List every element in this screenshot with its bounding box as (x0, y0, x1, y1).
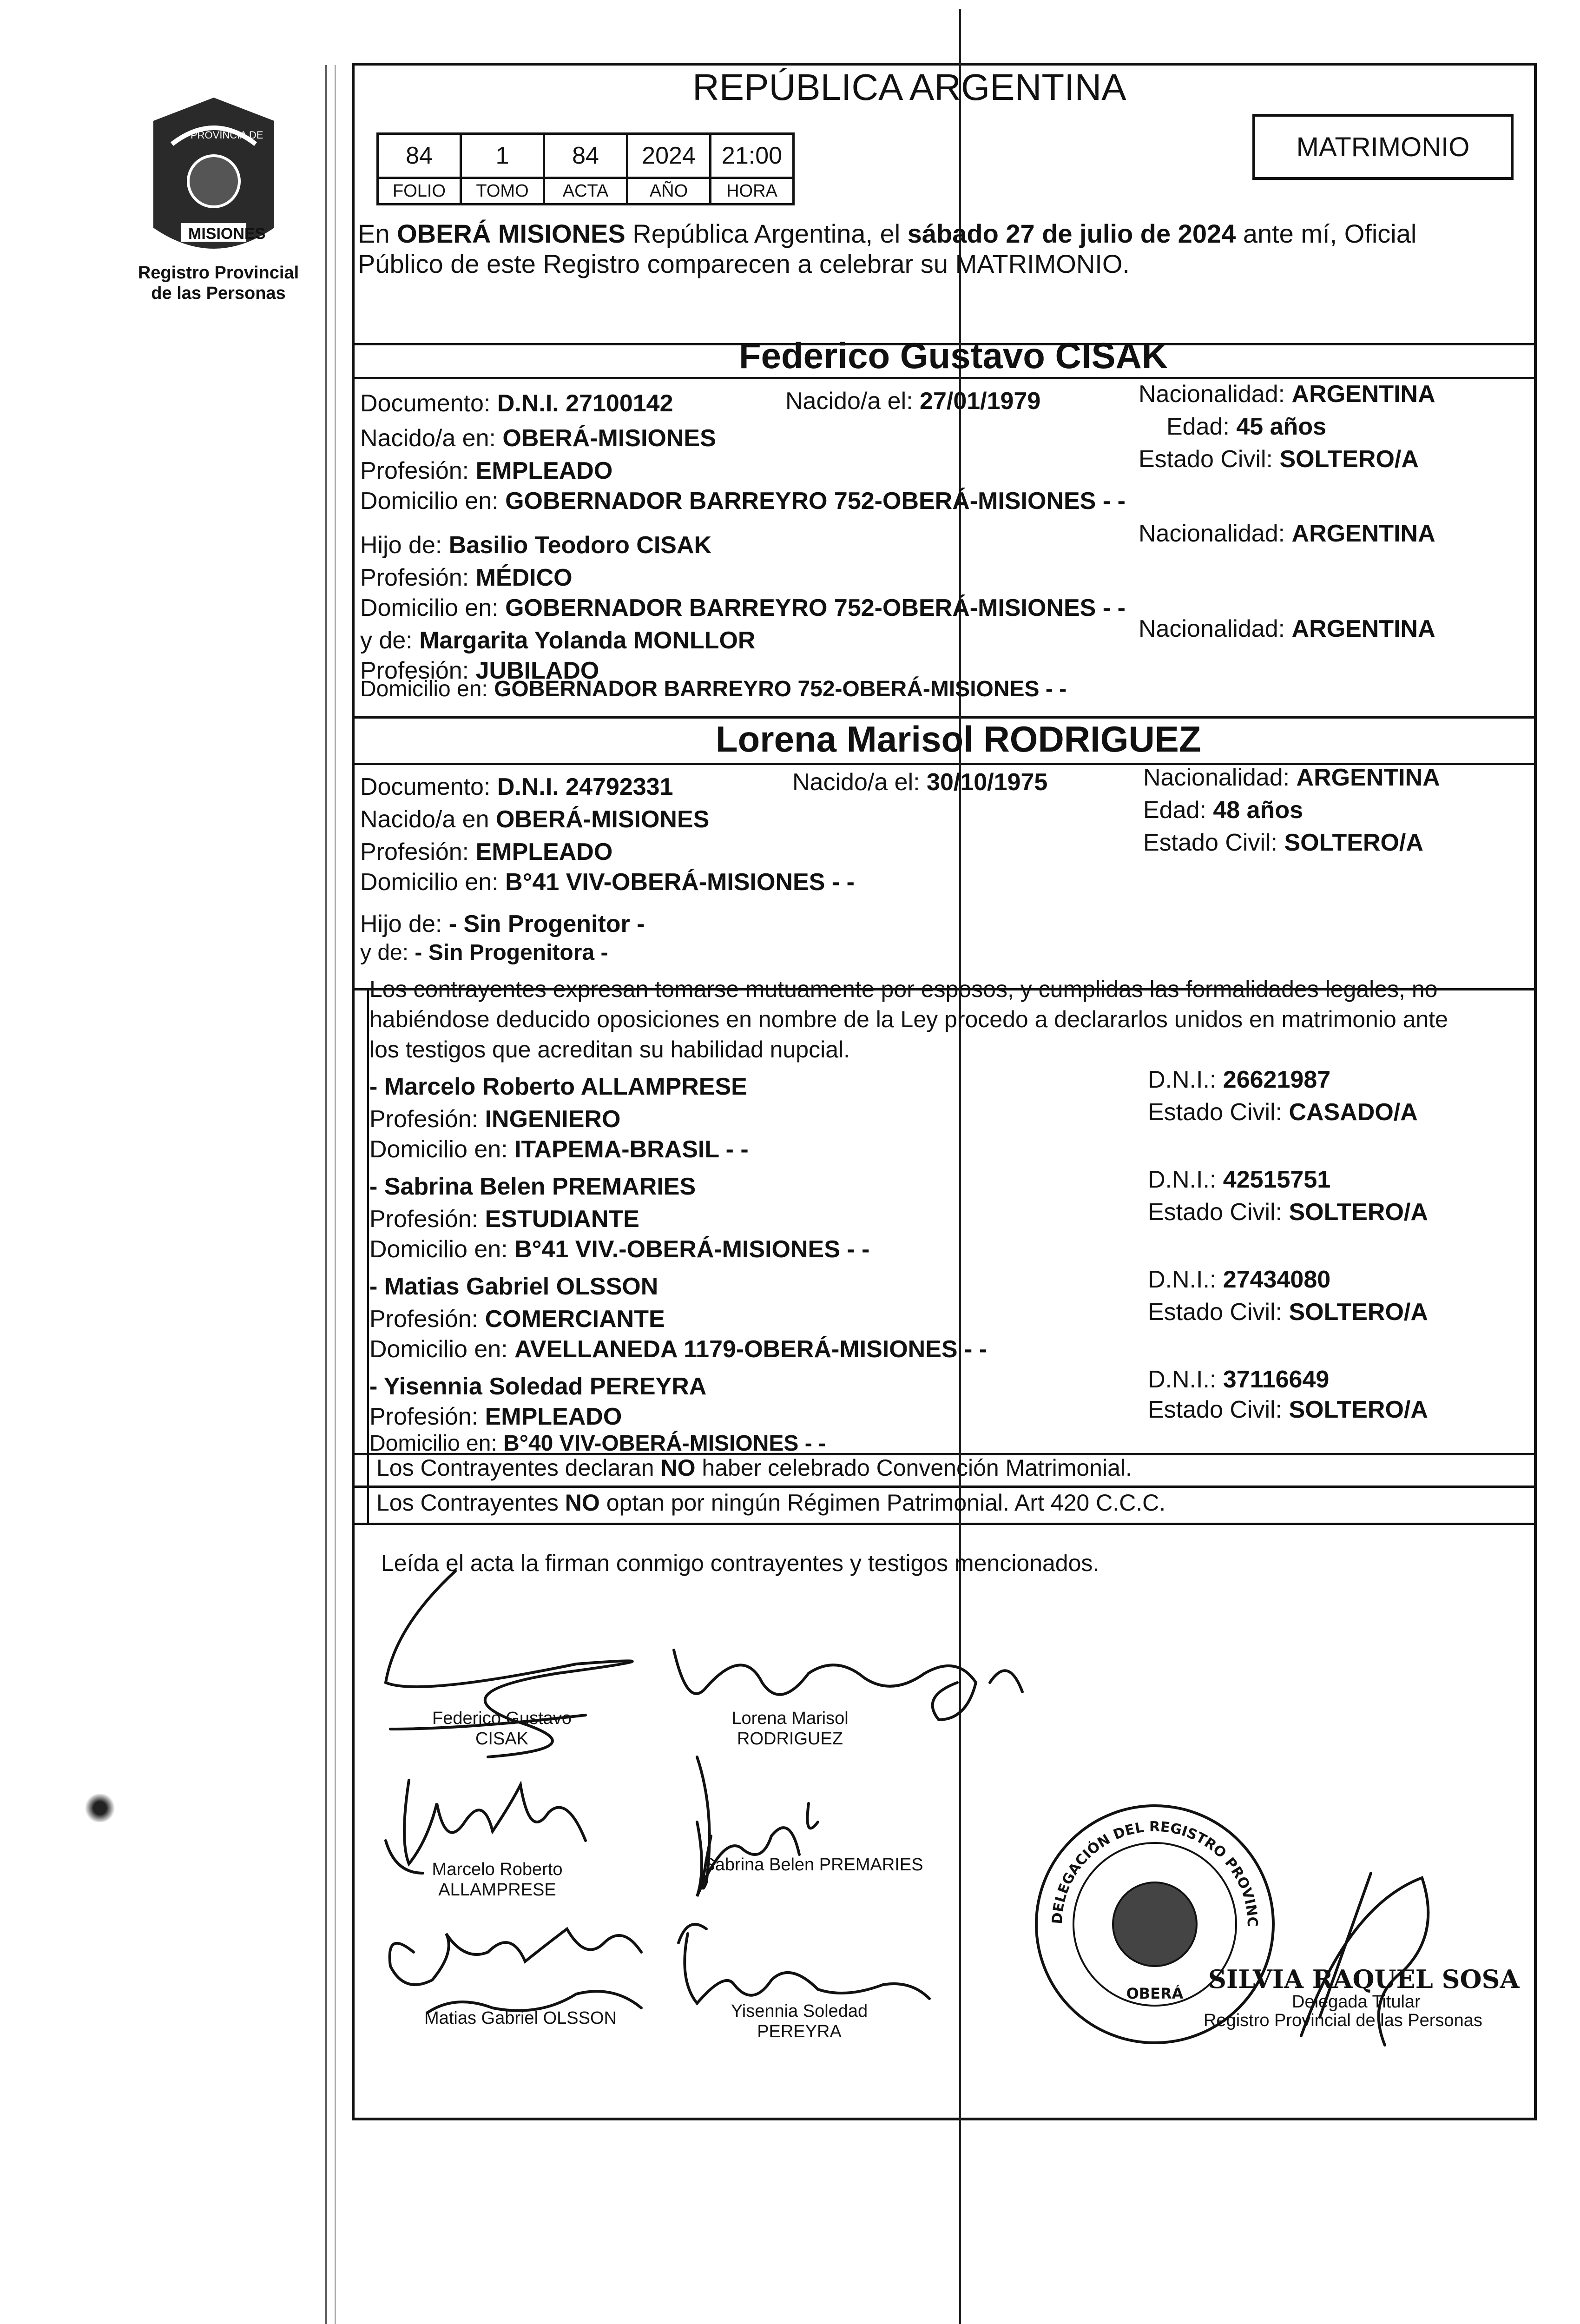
witness-4-civil-label: Estado Civil: (1148, 1396, 1289, 1423)
witness-3-name: - Matias Gabriel OLSSON (369, 1273, 658, 1300)
witness-2-address (369, 1234, 869, 1265)
groom-address (360, 486, 1126, 516)
bride-birthplace-label: Nacido/a en (360, 806, 496, 833)
witness-1-dom-label: Domicilio en: (369, 1136, 515, 1163)
groom-age-value: 45 años (1236, 413, 1326, 440)
witness-2-dom-label: Domicilio en: (369, 1236, 515, 1263)
declaration-line-1: Los contrayentes expresan tomarse mutuamente por esposos, y cumplidas las formalidades legales, no (369, 976, 1438, 1002)
witness-4-prof (369, 1401, 622, 1432)
groom-mother-nat-label: Nacionalidad: (1139, 615, 1292, 642)
witness-1-dom-value: ITAPEMA-BRASIL - - (514, 1136, 749, 1163)
groom-father-prof (360, 562, 573, 593)
groom-mother-value: Margarita Yolanda MONLLOR (419, 627, 756, 654)
divider-convention-end (355, 1523, 1534, 1525)
witness-4-prof-label: Profesión: (369, 1403, 485, 1430)
bride-mother-label: y de: (360, 940, 415, 965)
signature-witness-2: Sabrina Belen PREMARIES (703, 1855, 923, 1875)
groom-prof-value: EMPLEADO (475, 457, 613, 484)
groom-birthplace (360, 423, 716, 454)
groom-father-dom-label: Domicilio en: (360, 594, 506, 621)
witness-4-dom-label: Domicilio en: (369, 1431, 504, 1456)
bride-civil (1143, 827, 1423, 858)
witness-2-civil-label: Estado Civil: (1148, 1199, 1289, 1226)
tomo-label: TOMO (461, 178, 544, 205)
inner-left-rule (367, 988, 369, 1523)
groom-born (785, 386, 1040, 416)
acta-value: 84 (544, 134, 627, 178)
bride-born (792, 767, 1047, 798)
declaration-line-3: los testigos que acreditan su habilidad nupcial. (369, 1037, 850, 1063)
witness-3-dni (1148, 1264, 1330, 1295)
witness-2-dom-value: B°41 VIV.-OBERÁ-MISIONES - - (514, 1236, 870, 1263)
groom-mother-label: y de: (360, 627, 420, 654)
acta-label: ACTA (544, 178, 627, 205)
witness-3-dom-value: AVELLANEDA 1179-OBERÁ-MISIONES - - (514, 1336, 988, 1363)
witness-1-civil-label: Estado Civil: (1148, 1099, 1289, 1126)
witness-3-dni-value: 27434080 (1223, 1266, 1331, 1293)
record-values-row (378, 134, 794, 178)
groom-dom-value: GOBERNADOR BARREYRO 752-OBERÁ-MISIONES - - (505, 488, 1126, 515)
witness-2-dni (1148, 1164, 1330, 1195)
convention-l2-bold: NO (565, 1490, 600, 1516)
convention-line-2 (376, 1490, 1165, 1516)
witness-2-dni-label: D.N.I.: (1148, 1166, 1223, 1193)
witness-3-civil-value: SOLTERO/A (1289, 1299, 1428, 1326)
registry-caption-line1: Registro Provincial (138, 263, 299, 283)
tomo-value: 1 (461, 134, 544, 178)
hora-value: 21:00 (711, 134, 794, 178)
bride-civil-label: Estado Civil: (1143, 829, 1284, 856)
signature-witness-1 (414, 1859, 581, 1900)
bride-dom-value: B°41 VIV-OBERÁ-MISIONES - - (505, 869, 855, 896)
signature-witness-4-line2: PEREYRA (757, 2022, 842, 2041)
bride-profession (360, 837, 612, 867)
witness-1-dni-value: 26621987 (1223, 1066, 1331, 1093)
intro-prefix: En (358, 219, 397, 248)
witness-2-prof-value: ESTUDIANTE (485, 1206, 639, 1233)
record-table (376, 132, 795, 205)
convention-line-1 (376, 1455, 1132, 1481)
witness-3-prof-label: Profesión: (369, 1306, 485, 1333)
bride-born-label: Nacido/a el: (792, 769, 927, 796)
witness-1-prof-label: Profesión: (369, 1106, 485, 1133)
bride-nat-value: ARGENTINA (1296, 764, 1440, 791)
groom-father-nat-label: Nacionalidad: (1139, 520, 1292, 547)
intro-line-2: Público de este Registro comparecen a celebrar su MATRIMONIO. (358, 249, 1130, 278)
groom-father-prof-label: Profesión: (360, 564, 476, 591)
groom-father-dom-value: GOBERNADOR BARREYRO 752-OBERÁ-MISIONES - - (505, 594, 1126, 621)
groom-civil-label: Estado Civil: (1139, 446, 1280, 473)
signature-witness-1-line1: Marcelo Roberto (432, 1860, 563, 1879)
bride-nat-label: Nacionalidad: (1143, 764, 1297, 791)
groom-nat-label: Nacionalidad: (1139, 381, 1292, 408)
witness-2-dni-value: 42515751 (1223, 1166, 1331, 1193)
signature-bride-line1: Lorena Marisol (731, 1709, 849, 1728)
province-logo (139, 88, 288, 270)
bride-father (360, 911, 645, 937)
witness-1-civil (1148, 1097, 1418, 1128)
groom-civil-value: SOLTERO/A (1279, 446, 1419, 473)
groom-mother-nat (1139, 614, 1435, 644)
groom-mother (360, 625, 755, 656)
scan-speck (84, 1794, 116, 1822)
official-role: Delegada Titular (1292, 1992, 1421, 2012)
witness-3-address (369, 1334, 987, 1365)
signature-bride-line2: RODRIGUEZ (737, 1729, 843, 1749)
bride-doc (360, 772, 673, 802)
groom-civil (1139, 444, 1419, 475)
witness-1-address (369, 1134, 749, 1165)
bride-dom-label: Domicilio en: (360, 869, 506, 896)
intro-city: OBERÁ MISIONES (397, 219, 625, 248)
groom-father-address (360, 593, 1126, 623)
signature-bride (725, 1708, 855, 1749)
groom-father-label: Hijo de: (360, 532, 449, 559)
ano-value: 2024 (627, 134, 711, 178)
divider-convention-mid (355, 1486, 1534, 1488)
bride-civil-value: SOLTERO/A (1284, 829, 1423, 856)
witness-2-name: - Sabrina Belen PREMARIES (369, 1173, 696, 1200)
bride-doc-label: Documento: (360, 773, 497, 800)
witness-4-civil-value: SOLTERO/A (1289, 1396, 1428, 1423)
margin-rule-left-2 (335, 65, 336, 2324)
witness-1-dni (1148, 1064, 1330, 1095)
witness-3-prof-value: COMERCIANTE (485, 1306, 665, 1333)
bride-prof-value: EMPLEADO (475, 838, 613, 865)
intro-date: sábado 27 de julio de 2024 (907, 219, 1236, 248)
bride-birthplace (360, 804, 709, 835)
official-name: SILVIA RAQUEL SOSA (1208, 1964, 1520, 1994)
registry-caption (128, 263, 309, 304)
official-office: Registro Provincial de las Personas (1204, 2011, 1482, 2030)
witness-1-prof (369, 1104, 620, 1135)
groom-age (1166, 411, 1326, 442)
intro-mid: República Argentina, el (625, 219, 908, 248)
groom-birthplace-value: OBERÁ-MISIONES (502, 425, 716, 452)
convention-l1-prefix: Los Contrayentes declaran (376, 1455, 661, 1481)
witness-4-name: - Yisennia Soledad PEREYRA (369, 1373, 707, 1400)
groom-father-value: Basilio Teodoro CISAK (448, 532, 712, 559)
signature-witness-3: Matias Gabriel OLSSON (424, 2008, 617, 2028)
witness-2-prof-label: Profesión: (369, 1206, 485, 1233)
act-type-badge: MATRIMONIO (1252, 114, 1514, 180)
bride-doc-value: D.N.I. 24792331 (497, 773, 673, 800)
groom-prof-label: Profesión: (360, 457, 476, 484)
folio-value: 84 (378, 134, 461, 178)
groom-profession (360, 456, 612, 486)
groom-born-value: 27/01/1979 (920, 388, 1041, 415)
witness-3-civil-label: Estado Civil: (1148, 1299, 1289, 1326)
signature-witness-1-line2: ALLAMPRESE (438, 1880, 556, 1900)
intro-line-1 (358, 218, 1416, 249)
groom-nat-value: ARGENTINA (1291, 381, 1435, 408)
bride-age-value: 48 años (1213, 797, 1303, 824)
groom-doc (360, 388, 673, 419)
witness-4-prof-value: EMPLEADO (485, 1403, 622, 1430)
groom-mother-prof-label: Profesión: (360, 657, 476, 684)
witness-4-dni-label: D.N.I.: (1148, 1366, 1223, 1393)
groom-mother-prof-value: JUBILADO (475, 657, 599, 684)
groom-mother-dom-label: Domicilio en: (360, 677, 494, 701)
witness-1-name: - Marcelo Roberto ALLAMPRESE (369, 1073, 747, 1100)
witness-3-dom-label: Domicilio en: (369, 1336, 515, 1363)
signature-groom: Federico Gustavo CISAK (432, 1709, 572, 1749)
witness-1-dni-label: D.N.I.: (1148, 1066, 1223, 1093)
bride-mother-value: - Sin Progenitora - (415, 940, 608, 965)
seal-bottom-text: MISIONES (188, 225, 266, 243)
seal-ring-text: DELEGACIÓN DEL REGISTRO PROVINC (1049, 1818, 1261, 1928)
margin-rule-left (325, 65, 327, 2324)
seal-top-text: PROVINCIA DE (191, 129, 263, 141)
groom-name: Federico Gustavo CISAK (739, 335, 1168, 376)
witness-4-civil (1148, 1394, 1428, 1425)
bride-age (1143, 795, 1303, 825)
groom-father-nat (1139, 518, 1435, 549)
page-title: REPÚBLICA ARGENTINA (692, 66, 1126, 108)
registry-caption-line2: de las Personas (151, 284, 286, 303)
bride-name: Lorena Marisol RODRIGUEZ (716, 719, 1201, 759)
bride-birthplace-value: OBERÁ-MISIONES (495, 806, 710, 833)
bride-prof-label: Profesión: (360, 838, 476, 865)
signature-witness-4-line1: Yisennia Soledad (731, 2001, 868, 2021)
groom-mother-nat-value: ARGENTINA (1291, 615, 1435, 642)
bride-address (360, 867, 855, 898)
intro-suffix: ante mí, Oficial (1236, 219, 1417, 248)
convention-l2-prefix: Los Contrayentes (376, 1490, 565, 1516)
witness-1-civil-value: CASADO/A (1289, 1099, 1418, 1126)
witness-4-dom-value: B°40 VIV-OBERÁ-MISIONES - - (503, 1431, 826, 1456)
witness-4-dni-value: 37116649 (1223, 1366, 1330, 1393)
groom-born-label: Nacido/a el: (785, 388, 920, 415)
groom-dom-label: Domicilio en: (360, 488, 506, 515)
witness-3-prof (369, 1304, 665, 1334)
bride-father-value: - Sin Progenitor - (448, 911, 645, 938)
witness-4-address (369, 1432, 826, 1456)
groom-age-label: Edad: (1166, 413, 1237, 440)
signature-witness-4 (716, 2001, 883, 2042)
record-labels-row (378, 178, 794, 205)
groom-nationality (1139, 379, 1435, 409)
bride-age-label: Edad: (1143, 797, 1213, 824)
witness-2-civil-value: SOLTERO/A (1289, 1199, 1428, 1226)
witness-3-dni-label: D.N.I.: (1148, 1266, 1223, 1293)
hora-label: HORA (711, 178, 794, 205)
closing-statement: Leída el acta la firman conmigo contrayentes y testigos mencionados. (381, 1550, 1099, 1576)
groom-father-prof-value: MÉDICO (475, 564, 573, 591)
bride-born-value: 30/10/1975 (927, 769, 1048, 796)
witness-2-prof (369, 1204, 639, 1235)
witness-4-dni (1148, 1364, 1329, 1395)
declaration-line-2: habiéndose deducido oposiciones en nombre de la Ley procedo a declararlos unidos en matrimonio ante (369, 1006, 1448, 1032)
groom-mother-address (360, 678, 1066, 701)
convention-l1-bold: NO (660, 1455, 696, 1481)
groom-doc-label: Documento: (360, 390, 497, 417)
convention-l1-suffix: haber celebrado Convención Matrimonial. (695, 1455, 1132, 1481)
convention-l2-suffix: optan por ningún Régimen Patrimonial. Art 420 C.C.C. (599, 1490, 1166, 1516)
bride-nationality (1143, 762, 1440, 793)
groom-father-nat-value: ARGENTINA (1291, 520, 1435, 547)
witness-3-civil (1148, 1297, 1428, 1327)
groom-mother-dom-value: GOBERNADOR BARREYRO 752-OBERÁ-MISIONES - - (494, 677, 1067, 701)
groom-doc-value: D.N.I. 27100142 (497, 390, 673, 417)
witness-2-civil (1148, 1197, 1428, 1228)
groom-birthplace-label: Nacido/a en: (360, 425, 503, 452)
bride-mother (360, 941, 608, 964)
ano-label: AÑO (627, 178, 711, 205)
bride-father-label: Hijo de: (360, 911, 449, 938)
seal-city-text: OBERÁ (1126, 1985, 1184, 2002)
witness-1-prof-value: INGENIERO (485, 1106, 621, 1133)
folio-label: FOLIO (378, 178, 461, 205)
groom-father (360, 530, 711, 561)
